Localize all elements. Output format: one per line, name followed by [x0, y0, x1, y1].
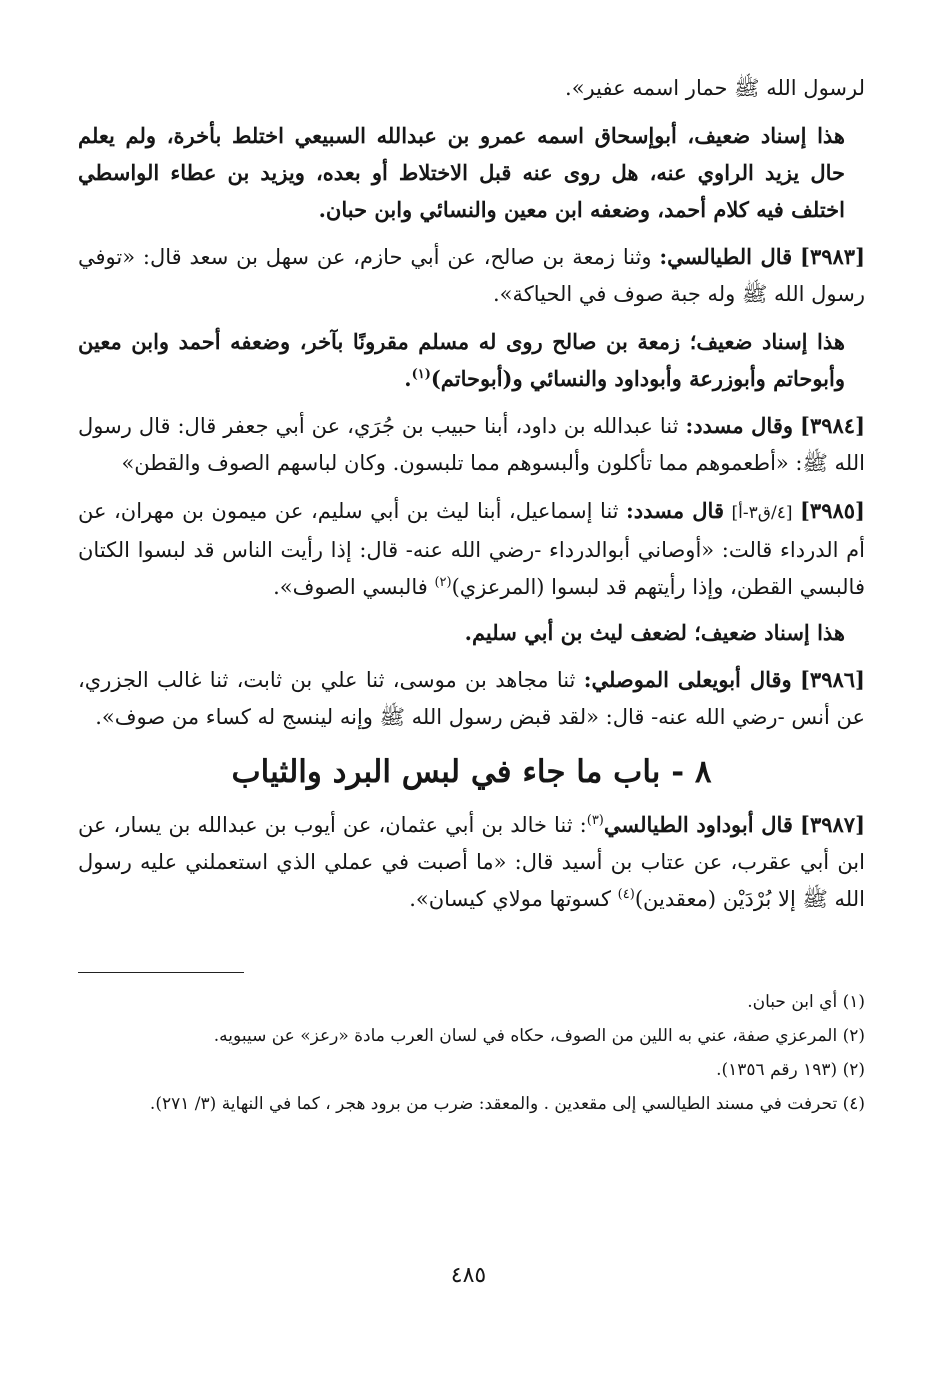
note-end: . — [404, 366, 412, 391]
narrator: قال الطيالسي: — [659, 244, 793, 269]
footnote: (١) أي ابن حبان. — [747, 992, 865, 1012]
hadith-text: ثنا إسماعيل، أبنا ليث بن أبي سليم، عن ميمون بن مهران، عن أم الدرداء قالت: «أوصاني أبوالدرداء -رضي الله عنه- قال: إذا رأيت الناس قد لبسوا الكتان فالبسي القطن، وإذا رأيتهم قد لبسوا (المرعزي) — [78, 499, 865, 599]
footnotes — [78, 985, 865, 1121]
chapter-heading: ٨ - باب ما جاء في لبس البرد والثياب — [231, 754, 712, 790]
continuation-line: لرسول الله ﷺ حمار اسمه عفير». — [565, 76, 865, 100]
footnote-separator — [78, 972, 865, 973]
footnote-ref: (٤) — [617, 887, 635, 902]
footnote-ref: (٢) — [434, 575, 452, 590]
grading-note: هذا إسناد ضعيف؛ لضعف ليث بن أبي سليم. — [464, 620, 845, 645]
footnote-ref: (١) — [411, 367, 431, 382]
manuscript-ref: [٤/ق٣-أ] — [731, 503, 793, 523]
footnote: (٢) المرعزي صفة، عني به اللين من الصوف، حكاه في لسان العرب مادة «رعز» عن سيبويه. — [213, 1026, 865, 1046]
hadith-number: [٣٩٨٦] — [799, 667, 865, 692]
hadith-text: ثنا مجاهد بن موسى، ثنا علي بن ثابت، ثنا غالب الجزري، عن أنس -رضي الله عنه- قال: «لقد قبض رسول الله ﷺ وإنه لينسج له كساء من صوف». — [78, 668, 865, 729]
grading-note — [78, 323, 865, 397]
narrator: قال أبوداود الطيالسي — [603, 812, 793, 837]
hadith-3986 — [78, 661, 865, 736]
hadith-3984 — [78, 407, 865, 482]
hadith-text-end: فالبسي الصوف». — [273, 575, 435, 599]
hadith-number: [٣٩٨٧] — [800, 812, 865, 837]
footnote-ref: (٣) — [586, 813, 604, 828]
footnote: (٤) تحرفت في مسند الطيالسي إلى مقعدين . والمعقد: ضرب من برود هجر ، كما في النهاية (٣/ ٢٧١). — [149, 1094, 865, 1114]
narrator: قال مسدد: — [626, 498, 724, 523]
narrator: وقال مسدد: — [685, 413, 794, 438]
footnote: (٢) (١٩٣ رقم ١٣٥٦). — [716, 1060, 865, 1080]
hadith-number: [٣٩٨٤] — [800, 413, 865, 438]
narrator: وقال أبويعلى الموصلي: — [583, 667, 792, 692]
page-number: ٤٨٥ — [450, 1263, 487, 1288]
hadith-3983 — [78, 238, 865, 313]
hadith-number: [٣٩٨٥] — [799, 498, 865, 523]
hadith-3987 — [78, 806, 865, 918]
grading-note: هذا إسناد ضعيف، أبوإسحاق اسمه عمرو بن عبدالله السبيعي اختلط بأخرة، ولم يعلم حال يزيد الراوي عنه، هل روى عنه قبل الاختلاط أو بعده، ويزيد بن عطاء الواسطي اختلف فيه كلام أحمد، وضعفه ابن معين والنسائي وابن حبان. — [78, 123, 845, 222]
hadith-text-end: كسوتها مولاي كيسان». — [409, 887, 618, 911]
hadith-text: : ثنا خالد بن أبي عثمان، عن أيوب بن عبدالله بن يسار، عن ابن أبي عقرب، عن عتاب بن أسيد قال: «ما أصبت في عملي الذي استعملني عليه رسول الله ﷺ إلا بُرْدَيْن (معقدين) — [78, 813, 865, 911]
hadith-number: [٣٩٨٣] — [800, 244, 865, 269]
hadith-text: ثنا عبدالله بن داود، أبنا حبيب بن جُرَي، عن أبي جعفر قال: قال رسول الله ﷺ: «أطعموهم مما تأكلون وألبسوهم مما تلبسون. وكان لباسهم الصوف والقطن» — [78, 414, 865, 475]
hadith-text: وثنا زمعة بن صالح، عن أبي حازم، عن سهل بن سعد قال: «توفي رسول الله ﷺ وله جبة صوف في الحياكة». — [78, 245, 865, 306]
note-text: هذا إسناد ضعيف؛ زمعة بن صالح روى له مسلم مقرونًا بآخر، وضعفه أحمد وابن معين وأبوحاتم وأبوزرعة وأبوداود والنسائي و(أبوحاتم) — [78, 329, 845, 391]
hadith-3985 — [78, 492, 865, 606]
